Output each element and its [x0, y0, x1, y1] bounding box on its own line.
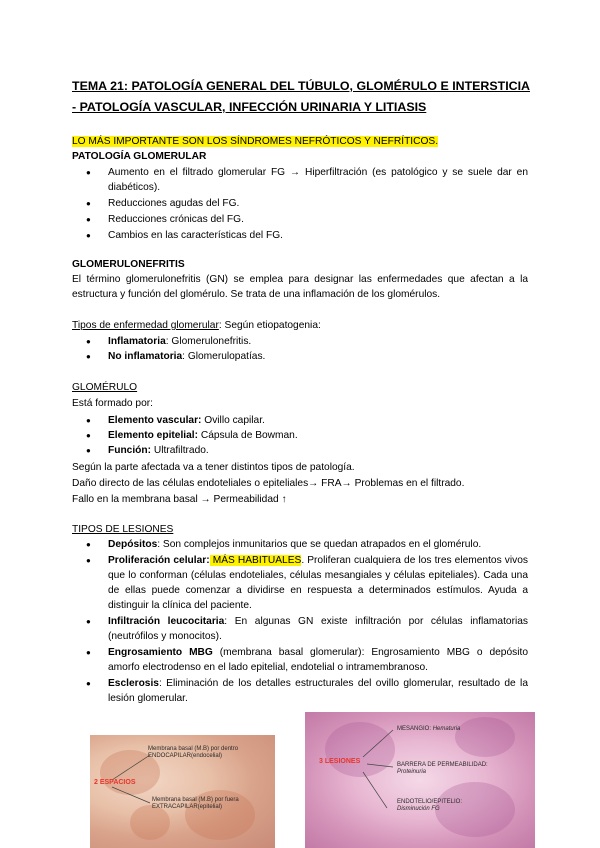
- tipos-line: [72, 318, 528, 333]
- section-heading-glomerulo: GLOMÉRULO: [72, 382, 138, 393]
- glomerulo-list: [72, 413, 528, 458]
- tipos-label: Tipos de enfermedad glomerular: [72, 320, 219, 331]
- section-heading-lesiones: TIPOS DE LESIONES: [72, 524, 174, 535]
- figure-glomerulus-lesions: [305, 712, 535, 848]
- lesiones-list: [72, 537, 528, 706]
- glomerulo-intro: Está formado por:: [72, 398, 153, 409]
- label-2-espacios: 2 ESPACIOS: [94, 779, 136, 786]
- item-desc: Ultrafiltrado.: [151, 445, 209, 456]
- item-term: Depósitos: [108, 539, 158, 550]
- patologia-list: [72, 165, 528, 243]
- item-desc: : Glomerulonefritis.: [165, 336, 252, 347]
- highlight-text: LO MÁS IMPORTANTE SON LOS SÍNDROMES NEFRÓTICOS Y NEFRÍTICOS.: [72, 136, 439, 147]
- list-item: [72, 614, 528, 644]
- page-title: TEMA 21: PATOLOGÍA GENERAL DEL TÚBULO, GLOMÉRULO E INTERSTICIA - PATOLOGÍA VASCULAR, INFECCIÓN URINARIA Y LITIASIS: [72, 79, 530, 114]
- list-item: [72, 443, 528, 458]
- label-endocapilar: Membrana basal (M.B) por dentro ENDOCAPILAR(endocelial): [148, 746, 239, 759]
- important-note: [72, 134, 528, 149]
- list-item: [72, 645, 528, 675]
- item-term: Elemento epitelial:: [108, 430, 199, 441]
- glomerulo-line-3: Fallo en la membrana basal → Permeabilidad ↑: [72, 494, 287, 505]
- label-extracapilar: Membrana basal (M.B) por fuera EXTRACAPILAR(epitelial): [152, 797, 239, 810]
- list-item: [72, 676, 528, 706]
- item-desc: : Glomerulopatías.: [182, 351, 266, 362]
- tipos-rest: : Según etiopatogenia:: [218, 320, 321, 331]
- item-term: Inflamatoria: [108, 336, 166, 347]
- list-item: [72, 413, 528, 428]
- tipos-list-wrap: [72, 334, 528, 364]
- item-desc: Ovillo capilar.: [201, 415, 265, 426]
- item-term: Engrosamiento MBG: [108, 647, 213, 658]
- item-term: No inflamatoria: [108, 351, 183, 362]
- glomerulo-list-wrap: [72, 413, 528, 458]
- patologia-list-wrap: [72, 165, 528, 243]
- item-desc: (membrana basal glomerular): Engrosamiento MBG o depósito amorfo electrodenso en el lado epitelial, endotelial o intramembranoso.: [108, 647, 528, 673]
- label-mesangio: MESANGIO: Hematuria: [397, 726, 461, 732]
- glomerulo-line-1: Según la parte afectada va a tener distintos tipos de patología.: [72, 462, 355, 473]
- list-item: ● Reducciones agudas del FG.: [72, 196, 528, 211]
- item-term: Infiltración leucocitaria: [108, 616, 225, 627]
- item-term: Función:: [108, 445, 152, 456]
- item-term: Esclerosis: [108, 678, 159, 689]
- item-highlight: MÁS HABITUALES: [209, 555, 302, 566]
- item-desc: . Proliferan cualquiera de los tres elementos vivos que lo conforman (células endoteliales, células mesangiales y células epiteliales). Cada una de ellas puede comenzar a dividirse en respuesta a determinados estímulos. Ayuda a distinguir la clínica del paciente.: [108, 555, 528, 611]
- item-term: Proliferación celular:: [108, 555, 210, 566]
- list-item: ● Cambios en las características del FG.: [72, 228, 528, 243]
- item-term: Elemento vascular:: [108, 415, 202, 426]
- item-desc: : Eliminación de los detalles estructurales del ovillo glomerular, resultado de la lesión glomerular.: [108, 678, 528, 704]
- item-desc: : Son complejos inmunitarios que se quedan atrapados en el glomérulo.: [157, 539, 482, 550]
- list-item: [72, 537, 528, 552]
- list-item: ● Reducciones crónicas del FG.: [72, 212, 528, 227]
- list-item: [72, 553, 528, 613]
- item-desc: : En algunas GN existe infiltración por células inflamatorias (neutrófilos y monocitos).: [108, 616, 528, 642]
- list-item: ● Aumento en el filtrado glomerular FG → Hiperfiltración (es patológico y se suele dar en diabéticos).: [72, 165, 528, 195]
- tipos-list: [72, 334, 528, 364]
- section-heading-patologia: PATOLOGÍA GLOMERULAR: [72, 151, 207, 162]
- label-barrera: BARRERA DE PERMEABILIDAD: Proteinuria: [397, 762, 488, 775]
- label-endotelio: ENDOTELIO/EPITELIO: Disminución FG: [397, 799, 463, 812]
- section-heading-gn: GLOMERULONEFRITIS: [72, 259, 185, 270]
- glomerulo-line-2: Daño directo de las células endoteliales o epiteliales→ FRA→ Problemas en el filtrado.: [72, 478, 465, 489]
- lesiones-list-wrap: [72, 537, 528, 706]
- item-desc: Cápsula de Bowman.: [198, 430, 298, 441]
- label-3-lesiones: 3 LESIONES: [319, 758, 361, 765]
- list-item: [72, 349, 528, 364]
- list-item: [72, 428, 528, 443]
- figure-glomerulus-spaces: [90, 735, 275, 848]
- gn-paragraph: El término glomerulonefritis (GN) se emplea para designar las enfermedades que afectan a la estructura y función del glomérulo. Se trata de una inflamación de los glomérulos.: [72, 274, 528, 300]
- list-item: [72, 334, 528, 349]
